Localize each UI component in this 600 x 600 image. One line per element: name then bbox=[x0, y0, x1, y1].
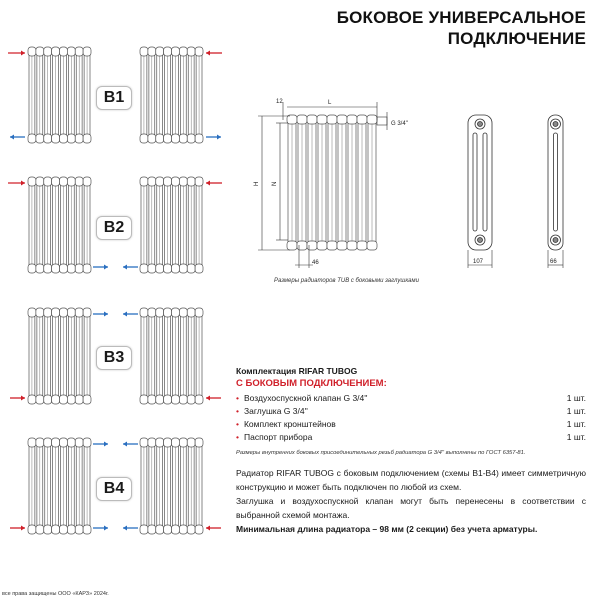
dimension-drawing bbox=[240, 90, 600, 280]
kit-item-label: Паспорт прибора bbox=[243, 432, 313, 442]
supply-arrow-icon bbox=[10, 396, 25, 401]
kit-item-qty: 1 шт. bbox=[566, 419, 586, 429]
bullet-icon: • bbox=[236, 432, 239, 442]
bullet-icon: • bbox=[236, 406, 239, 416]
kit-subheading: С БОКОВЫМ ПОДКЛЮЧЕНИЕМ: bbox=[236, 378, 387, 389]
kit-section bbox=[236, 366, 586, 456]
drawing-caption: Размеры радиаторов TUB с боковыми заглушками bbox=[274, 278, 419, 284]
bullet-icon: • bbox=[236, 393, 239, 403]
supply-arrow-icon bbox=[206, 181, 222, 186]
dim-top-offset: 12 bbox=[276, 99, 283, 105]
dim-section: 46 bbox=[312, 260, 319, 266]
kit-item-qty: 1 шт. bbox=[566, 432, 586, 442]
kit-item-name bbox=[236, 418, 336, 431]
radiator-scheme-left bbox=[28, 47, 91, 143]
dim-thread: G 3/4'' bbox=[391, 121, 408, 127]
dim-length: L bbox=[328, 100, 332, 106]
description-p3: Минимальная длина радиатора – 98 мм (2 секции) без учета арматуры. bbox=[236, 524, 538, 534]
radiator-scheme-right bbox=[140, 438, 203, 534]
radiator-scheme-right bbox=[140, 308, 203, 404]
kit-item-qty: 1 шт. bbox=[566, 393, 586, 403]
scheme-label-b1: B1 bbox=[96, 86, 132, 110]
radiator-scheme-right bbox=[140, 177, 203, 273]
dim-depth-107: 107 bbox=[473, 259, 484, 265]
description-p2: Заглушка и воздухоспускной клапан могут быть перенесены в соответствии с выбранной схемой монтажа. bbox=[236, 496, 586, 520]
description-p1: Радиатор RIFAR TUBOG с боковым подключением (схемы B1-B4) имеет симметричную конструкцию и может быть подключен по любой из схем. bbox=[236, 468, 586, 492]
scheme-label-b2: B2 bbox=[96, 216, 132, 240]
scheme-label-b4: B4 bbox=[96, 477, 132, 501]
radiator-scheme-left bbox=[28, 177, 91, 273]
supply-arrow-icon bbox=[206, 526, 221, 531]
kit-item bbox=[236, 405, 586, 418]
radiator-front-view bbox=[287, 115, 377, 250]
connection-schemes bbox=[0, 0, 235, 560]
return-arrow-icon bbox=[123, 312, 138, 317]
radiator-side-view-66 bbox=[548, 115, 563, 250]
supply-arrow-icon bbox=[10, 526, 25, 531]
supply-arrow-icon bbox=[206, 396, 221, 401]
kit-item bbox=[236, 431, 586, 444]
return-arrow-icon bbox=[93, 526, 108, 531]
return-arrow-icon bbox=[93, 442, 108, 447]
return-arrow-icon bbox=[206, 135, 221, 140]
dim-depth-66: 66 bbox=[550, 259, 557, 265]
bullet-icon: • bbox=[236, 419, 239, 429]
kit-item-label: Воздухоспускной клапан G 3/4'' bbox=[243, 393, 368, 403]
return-arrow-icon bbox=[123, 442, 138, 447]
radiator-scheme-right bbox=[140, 47, 203, 143]
kit-item-name bbox=[236, 431, 312, 444]
page-title bbox=[337, 7, 586, 49]
scheme-label-b3: B3 bbox=[96, 346, 132, 370]
supply-arrow-icon bbox=[206, 51, 222, 56]
radiator-front-sections bbox=[287, 115, 377, 250]
kit-item-name bbox=[236, 405, 308, 418]
return-arrow-icon bbox=[93, 312, 108, 317]
dim-axis: N bbox=[272, 181, 278, 186]
title-line-2: ПОДКЛЮЧЕНИЕ bbox=[447, 29, 586, 48]
return-arrow-icon bbox=[93, 265, 108, 270]
return-arrow-icon bbox=[10, 135, 25, 140]
radiator-scheme-left bbox=[28, 308, 91, 404]
return-arrow-icon bbox=[123, 265, 138, 270]
copyright-footer: все права защищены ООО «КАРЗ» 2024г. bbox=[2, 591, 109, 597]
return-arrow-icon bbox=[123, 526, 138, 531]
kit-note: Размеры внутренних боковых присоединительных резьб радиатора G 3/4'' выполнены по ГОСТ 6357-81. bbox=[236, 450, 526, 456]
description bbox=[236, 466, 586, 536]
kit-item-qty: 1 шт. bbox=[566, 406, 586, 416]
dim-height: H bbox=[254, 181, 260, 186]
kit-item-label: Заглушка G 3/4'' bbox=[243, 406, 308, 416]
radiator-side-view-107 bbox=[468, 115, 492, 250]
kit-item bbox=[236, 418, 586, 431]
title-line-1: БОКОВОЕ УНИВЕРСАЛЬНОЕ bbox=[336, 8, 586, 27]
kit-item-name bbox=[236, 392, 368, 405]
radiator-scheme-left bbox=[28, 438, 91, 534]
kit-list bbox=[236, 392, 586, 444]
kit-item bbox=[236, 392, 586, 405]
kit-heading: Комплектация RIFAR TUBOG bbox=[236, 366, 358, 376]
kit-item-label: Комплект кронштейнов bbox=[243, 419, 336, 429]
supply-arrow-icon bbox=[8, 181, 25, 186]
supply-arrow-icon bbox=[8, 51, 25, 56]
